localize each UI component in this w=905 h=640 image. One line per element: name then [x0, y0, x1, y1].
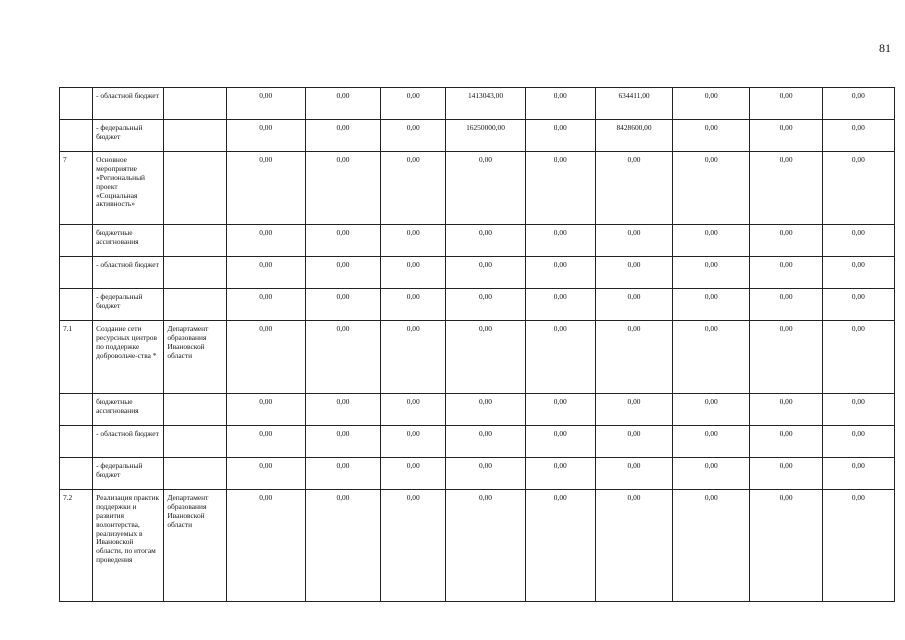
value-cell: 0,00 [750, 321, 822, 394]
value-cell: 0,00 [446, 225, 525, 257]
row-number-cell [60, 257, 93, 289]
value-cell: 1413043,00 [446, 88, 525, 120]
value-cell: 0,00 [446, 289, 525, 321]
value-cell: 0,00 [525, 88, 595, 120]
row-number-cell [60, 426, 93, 458]
value-cell: 0,00 [446, 426, 525, 458]
value-cell: 0,00 [750, 152, 822, 225]
value-cell: 0,00 [525, 426, 595, 458]
executor-cell [164, 394, 226, 426]
executor-cell: Департамент образования Ивановской области [164, 490, 226, 602]
executor-cell [164, 289, 226, 321]
table-row [60, 426, 895, 458]
value-cell: 0,00 [381, 152, 446, 225]
value-cell: 0,00 [822, 120, 894, 152]
value-cell: 0,00 [446, 257, 525, 289]
value-cell: 0,00 [525, 257, 595, 289]
row-number-cell [60, 394, 93, 426]
table-row [60, 152, 895, 225]
value-cell: 0,00 [226, 257, 305, 289]
table-row [60, 88, 895, 120]
activity-name-cell: - областной бюджет [93, 257, 164, 289]
executor-cell [164, 152, 226, 225]
executor-cell [164, 426, 226, 458]
value-cell: 0,00 [750, 458, 822, 490]
value-cell: 0,00 [595, 458, 672, 490]
value-cell: 0,00 [750, 120, 822, 152]
value-cell: 0,00 [305, 225, 380, 257]
value-cell: 0,00 [822, 225, 894, 257]
executor-cell: Департамент образования Ивановской области [164, 321, 226, 394]
budget-table [59, 87, 895, 602]
value-cell: 0,00 [381, 88, 446, 120]
value-cell: 16250000,00 [446, 120, 525, 152]
value-cell: 0,00 [673, 321, 750, 394]
table-row [60, 394, 895, 426]
row-number-cell: 7.1 [60, 321, 93, 394]
value-cell: 0,00 [822, 88, 894, 120]
activity-name-cell: Создание сети ресурсных центров по поддержке добровольче-ства * [93, 321, 164, 394]
value-cell: 0,00 [750, 426, 822, 458]
row-number-cell [60, 289, 93, 321]
table-row [60, 120, 895, 152]
value-cell: 0,00 [673, 257, 750, 289]
activity-name-cell: Основное мероприятие «Региональный проект «Социальная активность» [93, 152, 164, 225]
value-cell: 0,00 [305, 426, 380, 458]
value-cell: 0,00 [595, 321, 672, 394]
value-cell: 0,00 [822, 394, 894, 426]
row-number-cell: 7.2 [60, 490, 93, 602]
table-row [60, 490, 895, 602]
table-row [60, 257, 895, 289]
value-cell: 0,00 [525, 152, 595, 225]
value-cell: 0,00 [750, 257, 822, 289]
value-cell: 0,00 [381, 257, 446, 289]
executor-cell [164, 120, 226, 152]
value-cell: 0,00 [226, 394, 305, 426]
value-cell: 0,00 [446, 321, 525, 394]
value-cell: 0,00 [525, 394, 595, 426]
value-cell: 0,00 [381, 120, 446, 152]
value-cell: 0,00 [381, 458, 446, 490]
table-row [60, 321, 895, 394]
value-cell: 0,00 [822, 257, 894, 289]
value-cell: 0,00 [226, 225, 305, 257]
executor-cell [164, 225, 226, 257]
value-cell: 0,00 [305, 321, 380, 394]
value-cell: 0,00 [226, 490, 305, 602]
value-cell: 0,00 [305, 458, 380, 490]
value-cell: 0,00 [381, 225, 446, 257]
value-cell: 0,00 [595, 490, 672, 602]
row-number-cell [60, 225, 93, 257]
value-cell: 0,00 [750, 490, 822, 602]
value-cell: 0,00 [305, 88, 380, 120]
value-cell: 0,00 [525, 490, 595, 602]
value-cell: 0,00 [305, 289, 380, 321]
value-cell: 0,00 [750, 394, 822, 426]
value-cell: 0,00 [305, 257, 380, 289]
value-cell: 0,00 [595, 225, 672, 257]
value-cell: 0,00 [226, 426, 305, 458]
value-cell: 0,00 [305, 490, 380, 602]
value-cell: 0,00 [381, 289, 446, 321]
value-cell: 0,00 [446, 394, 525, 426]
activity-name-cell: бюджетные ассигнования [93, 225, 164, 257]
value-cell: 0,00 [673, 458, 750, 490]
value-cell: 0,00 [446, 458, 525, 490]
value-cell: 0,00 [226, 88, 305, 120]
value-cell: 0,00 [525, 120, 595, 152]
executor-cell [164, 458, 226, 490]
row-number-cell [60, 88, 93, 120]
value-cell: 0,00 [381, 321, 446, 394]
value-cell: 0,00 [226, 289, 305, 321]
executor-cell [164, 257, 226, 289]
value-cell: 0,00 [822, 289, 894, 321]
value-cell: 0,00 [595, 257, 672, 289]
value-cell: 0,00 [446, 152, 525, 225]
value-cell: 0,00 [381, 394, 446, 426]
executor-cell [164, 88, 226, 120]
value-cell: 0,00 [595, 152, 672, 225]
value-cell: 0,00 [822, 321, 894, 394]
value-cell: 0,00 [595, 426, 672, 458]
value-cell: 0,00 [822, 458, 894, 490]
value-cell: 0,00 [525, 458, 595, 490]
table-row [60, 289, 895, 321]
table-row [60, 458, 895, 490]
value-cell: 0,00 [673, 394, 750, 426]
page-number: 81 [879, 41, 891, 55]
value-cell: 0,00 [673, 120, 750, 152]
activity-name-cell: Реализация практик поддержки и развития волонтерства, реализуемых в Ивановской области, по итогам проведения [93, 490, 164, 602]
value-cell: 634411,00 [595, 88, 672, 120]
value-cell: 0,00 [525, 321, 595, 394]
value-cell: 8428600,00 [595, 120, 672, 152]
value-cell: 0,00 [525, 289, 595, 321]
value-cell: 0,00 [822, 490, 894, 602]
value-cell: 0,00 [750, 88, 822, 120]
value-cell: 0,00 [226, 321, 305, 394]
value-cell: 0,00 [673, 88, 750, 120]
value-cell: 0,00 [305, 120, 380, 152]
row-number-cell: 7 [60, 152, 93, 225]
table-body [60, 88, 895, 602]
value-cell: 0,00 [750, 289, 822, 321]
table-row [60, 225, 895, 257]
value-cell: 0,00 [305, 394, 380, 426]
value-cell: 0,00 [673, 426, 750, 458]
activity-name-cell: бюджетные ассигнования [93, 394, 164, 426]
value-cell: 0,00 [822, 426, 894, 458]
value-cell: 0,00 [226, 120, 305, 152]
row-number-cell [60, 120, 93, 152]
activity-name-cell: - областной бюджет [93, 88, 164, 120]
value-cell: 0,00 [673, 152, 750, 225]
value-cell: 0,00 [381, 426, 446, 458]
value-cell: 0,00 [446, 490, 525, 602]
activity-name-cell: - федеральный бюджет [93, 289, 164, 321]
value-cell: 0,00 [673, 289, 750, 321]
activity-name-cell: - федеральный бюджет [93, 120, 164, 152]
value-cell: 0,00 [226, 458, 305, 490]
value-cell: 0,00 [305, 152, 380, 225]
value-cell: 0,00 [525, 225, 595, 257]
value-cell: 0,00 [381, 490, 446, 602]
value-cell: 0,00 [750, 225, 822, 257]
activity-name-cell: - федеральный бюджет [93, 458, 164, 490]
row-number-cell [60, 458, 93, 490]
activity-name-cell: - областной бюджет [93, 426, 164, 458]
value-cell: 0,00 [673, 225, 750, 257]
value-cell: 0,00 [226, 152, 305, 225]
value-cell: 0,00 [673, 490, 750, 602]
value-cell: 0,00 [595, 289, 672, 321]
value-cell: 0,00 [822, 152, 894, 225]
value-cell: 0,00 [595, 394, 672, 426]
